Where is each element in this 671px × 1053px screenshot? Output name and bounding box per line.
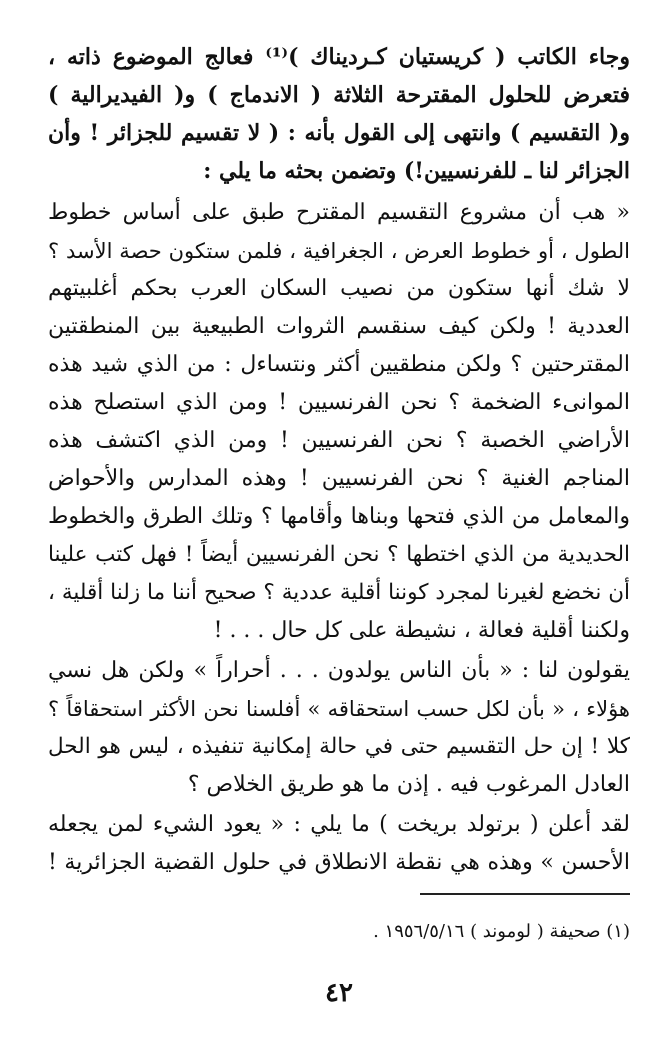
paragraph-2-line-2: الطول ، أو خطوط العرض ، الجغرافية ، فلمن ستكون حصة الأسد ؟	[48, 239, 630, 263]
paragraph-1-line-1: وجاء الكاتب ( كريستيان كـرديناك )⁽¹⁾ فعالج الموضوع ذاته ،	[48, 44, 630, 70]
paragraph-2-line-8: المناجم الغنية ؟ نحن الفرنسيين ! وهذه المدارس والأحواض	[48, 466, 630, 491]
paragraph-2-line-12: ولكننا أقلية فعالة ، نشيطة على كل حال . . . !	[213, 618, 630, 643]
paragraph-2-line-7: الأراضي الخصبة ؟ نحن الفرنسيين ! ومن الذي اكتشف هذه	[48, 428, 630, 453]
paragraph-2-line-4: العددية ! ولكن كيف سنقسم الثروات الطبيعية بين المنطقتين	[48, 314, 630, 339]
paragraph-2-line-3: لا شك أنها ستكون من نصيب السكان العرب بحكم أغلبيتهم	[48, 276, 630, 301]
paragraph-1-line-3: و( التقسيم ) وانتهى إلى القول بأنه : ( لا تقسيم للجزائر ! وأن	[48, 120, 630, 146]
paragraph-1-line-4: الجزائر لنا ـ للفرنسيين!) وتضمن بحثه ما يلي :	[203, 158, 630, 184]
paragraph-3-line-3: كلا ! إن حل التقسيم حتى في حالة إمكانية تنفيذه ، ليس هو الحل	[48, 734, 630, 759]
paragraph-4-line-2: الأحسن » وهذه هي نقطة الانطلاق في حلول القضية الجزائرية !	[48, 850, 630, 875]
paragraph-3-line-1: يقولون لنا : « بأن الناس يولدون . . . أحراراً » ولكن هل نسي	[48, 658, 630, 683]
paragraph-2-line-9: والمعامل من الذي فتحها وبناها وأقامها ؟ وتلك الطرق والخطوط	[48, 504, 630, 529]
paragraph-3-line-2: هؤلاء ، « بأن لكل حسب استحقاقه » أفلسنا نحن الأكثر استحقاقاً ؟	[48, 697, 630, 721]
paragraph-2-line-10: الحديدية من الذي اختطها ؟ نحن الفرنسيين أيضاً ! فهل كتب علينا	[48, 542, 630, 567]
footnote: (١) صحيفة ( لوموند ) ١٩٥٦/٥/١٦ .	[373, 921, 630, 942]
page-number: ٤٢	[325, 978, 353, 1008]
paragraph-2-line-6: الموانىء الضخمة ؟ نحن الفرنسيين ! ومن الذي استصلح هذه	[48, 390, 630, 415]
paragraph-1-line-2: فتعرض للحلول المقترحة الثلاثة ( الاندماج ) و( الفيديرالية )	[48, 82, 630, 108]
footnote-divider	[420, 893, 630, 895]
book-page	[48, 38, 630, 1038]
paragraph-2-line-1: « هب أن مشروع التقسيم المقترح طبق على أساس خطوط	[48, 200, 630, 225]
paragraph-4-line-1: لقد أعلن ( برتولد بريخت ) ما يلي : « يعود الشيء لمن يجعله	[48, 812, 630, 837]
paragraph-2-line-5: المقترحتين ؟ ولكن منطقيين أكثر ونتساءل : من الذي شيد هذه	[48, 352, 630, 377]
paragraph-3-line-4: العادل المرغوب فيه . إذن ما هو طريق الخلاص ؟	[187, 772, 630, 797]
paragraph-2-line-11: أن نخضع لغيرنا لمجرد كوننا أقلية عددية ؟ صحيح أننا ما زلنا أقلية ،	[48, 580, 630, 605]
